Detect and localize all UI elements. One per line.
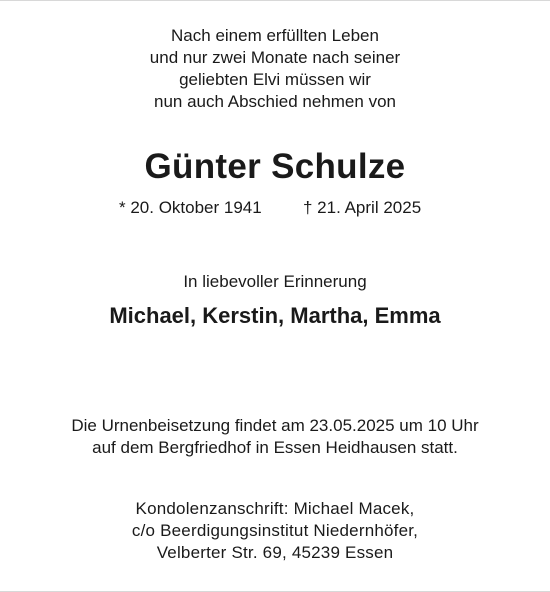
- intro-line: geliebten Elvi müssen wir: [179, 70, 371, 89]
- birth-date: * 20. Oktober 1941: [119, 198, 262, 217]
- funeral-line: auf dem Bergfriedhof in Essen Heidhausen statt.: [92, 438, 458, 457]
- deceased-name: Günter Schulze: [144, 147, 406, 186]
- funeral-line: Die Urnenbeisetzung findet am 23.05.2025 um 10 Uhr: [71, 416, 479, 435]
- condolence-address: [0, 498, 550, 564]
- intro-line: und nur zwei Monate nach seiner: [149, 48, 401, 67]
- life-dates: [0, 197, 550, 219]
- death-date: † 21. April 2025: [303, 198, 422, 217]
- address-line: Velberter Str. 69, 45239 Essen: [156, 543, 394, 562]
- family-names: Michael, Kerstin, Martha, Emma: [109, 303, 441, 328]
- memory-text: In liebevoller Erinnerung: [183, 272, 367, 291]
- address-line: Kondolenzanschrift: Michael Macek,: [135, 499, 415, 518]
- intro-text: [0, 25, 550, 113]
- intro-line: Nach einem erfüllten Leben: [171, 26, 379, 45]
- funeral-info: [0, 415, 550, 459]
- address-line: c/o Beerdigungsinstitut Niedernhöfer,: [131, 521, 419, 540]
- intro-line: nun auch Abschied nehmen von: [154, 92, 396, 111]
